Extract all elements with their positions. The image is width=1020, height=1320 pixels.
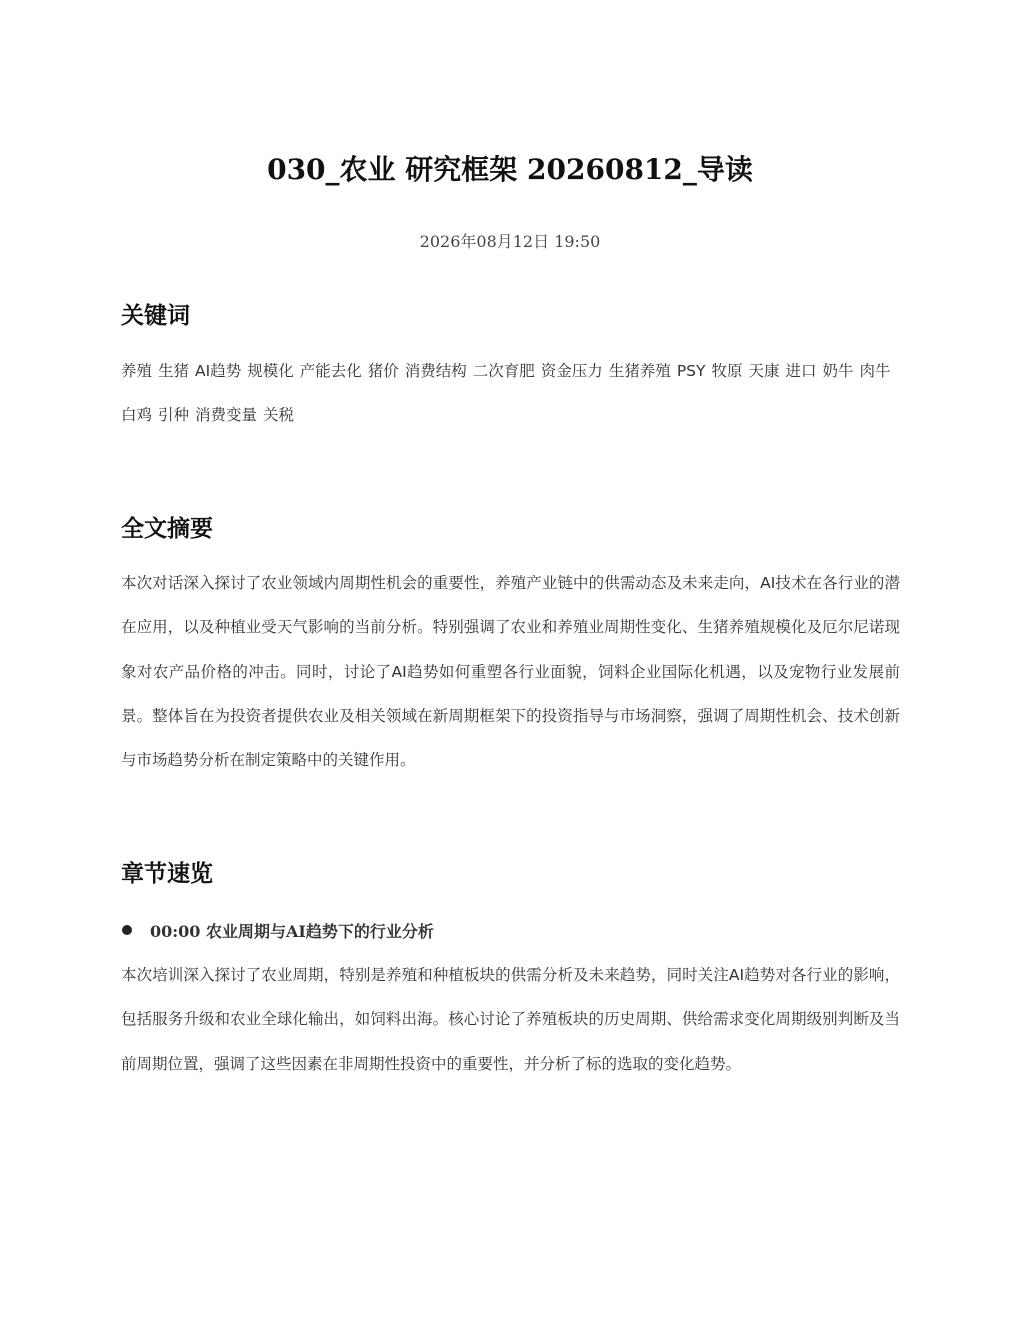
keyword: 二次育肥	[472, 362, 535, 380]
chapter-title: 00:00 农业周期与AI趋势下的行业分析	[150, 921, 434, 941]
keyword: 猪价	[367, 362, 399, 380]
keyword: 奶牛	[822, 362, 854, 380]
keyword: 肉牛	[859, 362, 891, 380]
keyword: AI趋势	[195, 362, 242, 380]
summary-heading: 全文摘要	[121, 516, 213, 542]
document-datetime: 2026年08月12日 19:50	[419, 232, 601, 251]
keyword: 消费变量	[195, 406, 258, 424]
keyword: 生猪养殖	[608, 362, 671, 380]
keyword: 资金压力	[540, 362, 603, 380]
keyword: 引种	[158, 406, 190, 424]
keyword: 进口	[785, 362, 817, 380]
summary-text: 本次对话深入探讨了农业领域内周期性机会的重要性，养殖产业链中的供需动态及未来走向，AI技术在各行业的潜在应用，以及种植业受天气影响的当前分析。特别强调了农业和养殖业周期性变化、生猪养殖规模化及厄尔尼诺现象对农产品价格的冲击。同时，讨论了AI趋势如何重塑各行业面貌，饲料企业国际化机遇，以及宠物行业发展前景。整体旨在为投资者提供农业及相关领域在新周期框架下的投资指导与市场洞察，强调了周期性机会、技术创新与市场趋势分析在制定策略中的关键作用。	[121, 574, 900, 770]
document-title: 030_农业 研究框架 20260812_导读	[267, 153, 753, 186]
chapter-item	[121, 914, 900, 946]
keyword: 白鸡	[121, 406, 153, 424]
chapter-text: 本次培训深入探讨了农业周期，特别是养殖和种植板块的供需分析及未来趋势，同时关注AI趋势对各行业的影响，包括服务升级和农业全球化输出，如饲料出海。核心讨论了养殖板块的历史周期、供给需求变化周期级别判断及当前周期位置，强调了这些因素在非周期性投资中的重要性，并分析了标的选取的变化趋势。	[121, 966, 900, 1073]
bullet-icon	[122, 925, 132, 935]
keyword: PSY	[676, 362, 706, 380]
keyword: 养殖	[121, 362, 153, 380]
keyword: 消费结构	[404, 362, 467, 380]
chapters-heading: 章节速览	[121, 861, 213, 887]
keywords-list	[121, 349, 900, 437]
keywords-heading: 关键词	[121, 303, 190, 329]
keyword: 天康	[748, 362, 780, 380]
keyword: 牧原	[711, 362, 743, 380]
keyword: 产能去化	[299, 362, 362, 380]
keyword: 关税	[263, 406, 295, 424]
keyword: 规模化	[247, 362, 294, 380]
keyword: 生猪	[158, 362, 190, 380]
